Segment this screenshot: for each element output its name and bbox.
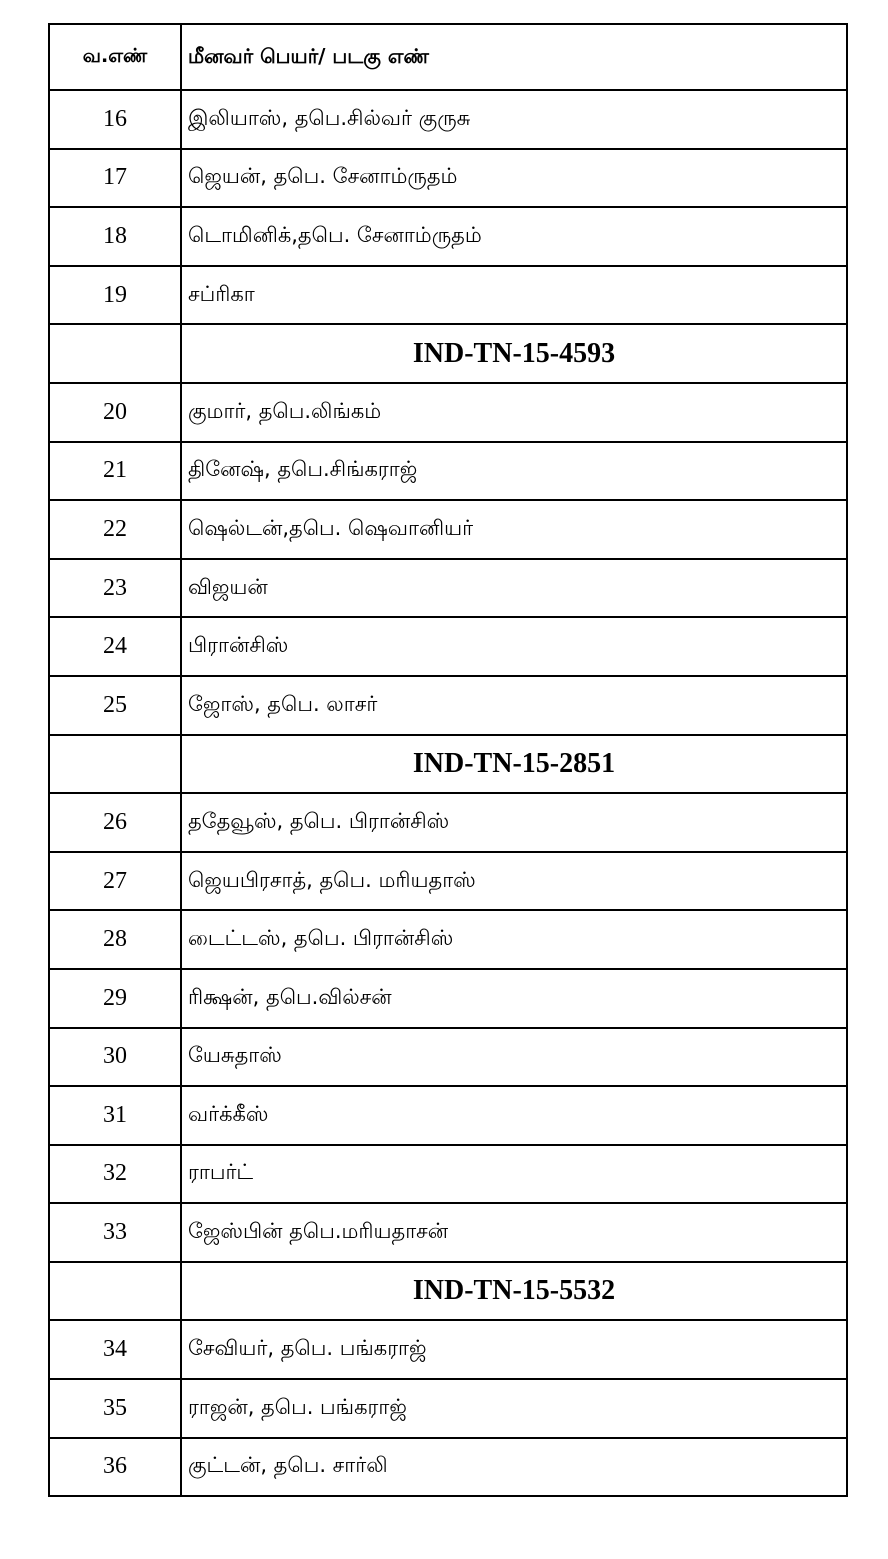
serial-number: 21 [49, 442, 181, 501]
fisherman-name: டொமினிக்,தபெ. சேனாம்ருதம் [181, 207, 847, 266]
fisherman-row [49, 617, 847, 676]
serial-number: 30 [49, 1028, 181, 1087]
fisherman-name: சேவியர், தபெ. பங்கராஜ் [181, 1320, 847, 1379]
boat-number-row [49, 735, 847, 794]
fisherman-name: ஜேஸ்பின் தபெ.மரியதாசன் [181, 1203, 847, 1262]
serial-number: 29 [49, 969, 181, 1028]
serial-number: 34 [49, 1320, 181, 1379]
boat-number: IND-TN-15-4593 [181, 324, 847, 383]
serial-number-header: வ.எண் [49, 24, 181, 90]
fisherman-row [49, 266, 847, 325]
fisherman-name: வர்க்கீஸ் [181, 1086, 847, 1145]
fisherman-row [49, 793, 847, 852]
boat-number-row [49, 1262, 847, 1321]
serial-number: 17 [49, 149, 181, 208]
empty-serial-cell [49, 735, 181, 794]
serial-number: 26 [49, 793, 181, 852]
fisherman-row [49, 90, 847, 149]
fisherman-row [49, 207, 847, 266]
fisherman-row [49, 1320, 847, 1379]
fisherman-row [49, 1379, 847, 1438]
serial-number: 36 [49, 1438, 181, 1497]
serial-number: 20 [49, 383, 181, 442]
fisherman-name: தினேஷ், தபெ.சிங்கராஜ் [181, 442, 847, 501]
serial-number: 16 [49, 90, 181, 149]
fisherman-name: விஜயன் [181, 559, 847, 618]
boat-number: IND-TN-15-2851 [181, 735, 847, 794]
fisherman-name: ராஜன், தபெ. பங்கராஜ் [181, 1379, 847, 1438]
name-boat-header: மீனவர் பெயர்/ படகு எண் [181, 24, 847, 90]
fisherman-row [49, 852, 847, 911]
serial-number: 33 [49, 1203, 181, 1262]
fisherman-name: ராபர்ட் [181, 1145, 847, 1204]
fisherman-name: ரிக்ஷன், தபெ.வில்சன் [181, 969, 847, 1028]
fisherman-name: ஷெல்டன்,தபெ. ஷெவானியர் [181, 500, 847, 559]
serial-number: 22 [49, 500, 181, 559]
serial-number: 25 [49, 676, 181, 735]
fisherman-row [49, 559, 847, 618]
boat-number-row [49, 324, 847, 383]
serial-number: 19 [49, 266, 181, 325]
fisherman-name: சப்ரிகா [181, 266, 847, 325]
fisherman-row [49, 910, 847, 969]
empty-serial-cell [49, 1262, 181, 1321]
fisherman-row [49, 1203, 847, 1262]
table-header-row [49, 24, 847, 90]
fisherman-row [49, 969, 847, 1028]
fisherman-name: இலியாஸ், தபெ.சில்வர் குருசு [181, 90, 847, 149]
serial-number: 28 [49, 910, 181, 969]
table-body [49, 24, 847, 1496]
fisherman-name: யேசுதாஸ் [181, 1028, 847, 1087]
serial-number: 27 [49, 852, 181, 911]
fishermen-table [48, 23, 848, 1497]
fisherman-name: ஜோஸ், தபெ. லாசர் [181, 676, 847, 735]
serial-number: 31 [49, 1086, 181, 1145]
fisherman-name: ஜெயன், தபெ. சேனாம்ருதம் [181, 149, 847, 208]
serial-number: 32 [49, 1145, 181, 1204]
fisherman-name: ததேவூஸ், தபெ. பிரான்சிஸ் [181, 793, 847, 852]
empty-serial-cell [49, 324, 181, 383]
serial-number: 35 [49, 1379, 181, 1438]
fisherman-row [49, 383, 847, 442]
fisherman-row [49, 1086, 847, 1145]
fisherman-name: குட்டன், தபெ. சார்லி [181, 1438, 847, 1497]
serial-number: 23 [49, 559, 181, 618]
serial-number: 24 [49, 617, 181, 676]
fisherman-name: பிரான்சிஸ் [181, 617, 847, 676]
fisherman-name: டைட்டஸ், தபெ. பிரான்சிஸ் [181, 910, 847, 969]
fisherman-name: குமார், தபெ.லிங்கம் [181, 383, 847, 442]
fisherman-row [49, 676, 847, 735]
fisherman-row [49, 149, 847, 208]
fisherman-name: ஜெயபிரசாத், தபெ. மரியதாஸ் [181, 852, 847, 911]
fisherman-row [49, 1028, 847, 1087]
fisherman-row [49, 500, 847, 559]
fisherman-row [49, 1145, 847, 1204]
fisherman-row [49, 1438, 847, 1497]
serial-number: 18 [49, 207, 181, 266]
boat-number: IND-TN-15-5532 [181, 1262, 847, 1321]
fisherman-row [49, 442, 847, 501]
